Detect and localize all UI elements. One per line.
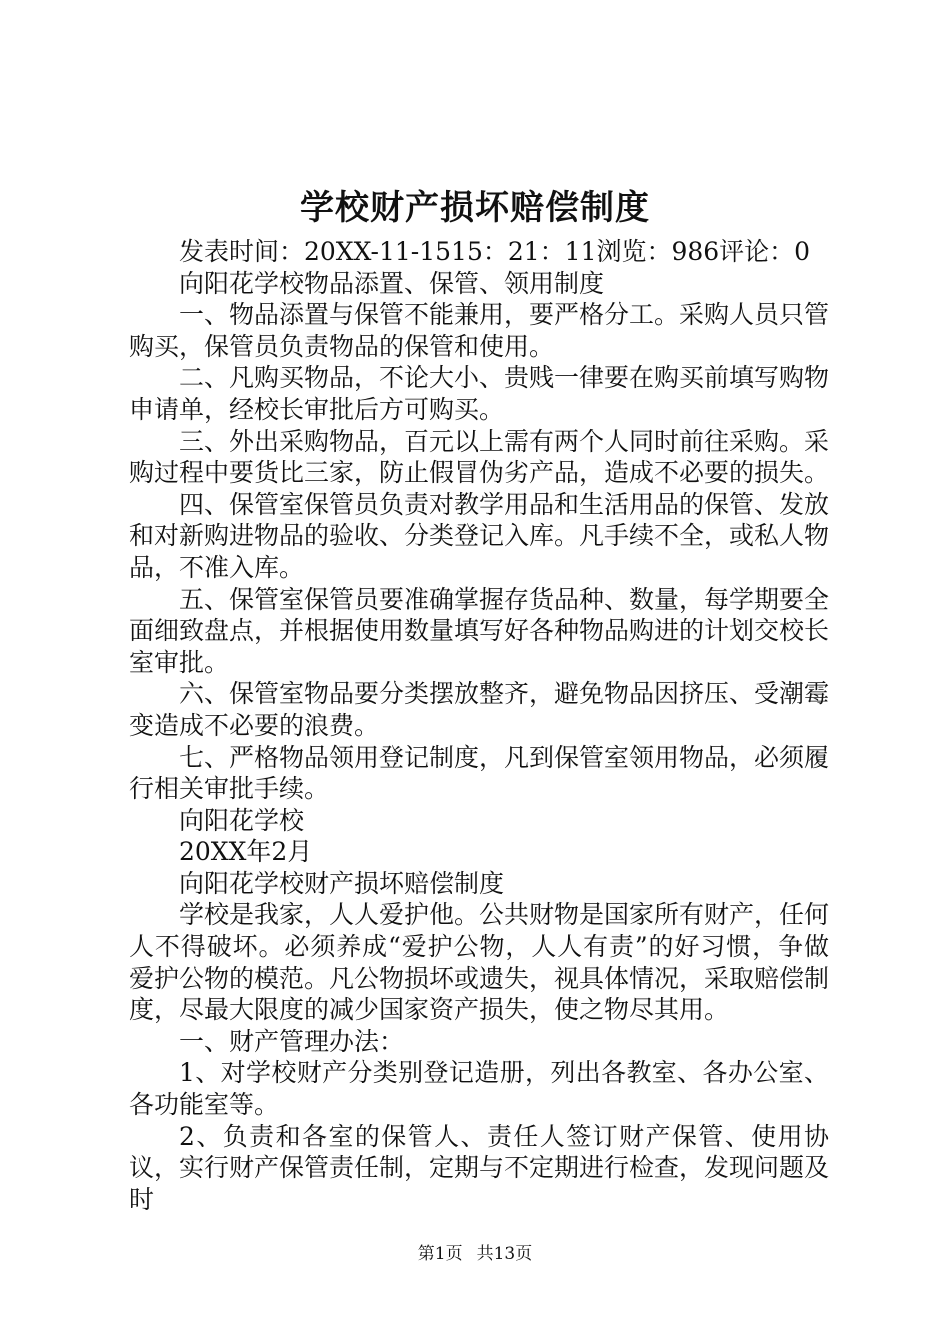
signature-school: 向阳花学校 [179, 805, 305, 835]
page-number: 第1页 [417, 1244, 463, 1264]
signature-date: 20XX年2月 [179, 837, 313, 867]
paragraph: 学校是我家，人人爱护他。公共财物是国家所有财产，任何人不得破坏。必须养成“爱护公物，人人有责”的好习惯，争做爱护公物的模范。凡公物损坏或遗失，视具体情况，采取赔偿制度，尽最大限度的减少国家资产损失，使之物尽其用。 [129, 900, 830, 1025]
paragraph: 六、保管室物品要分类摆放整齐，避免物品因挤压、受潮霉变造成不必要的浪费。 [129, 679, 830, 740]
paragraph: 三、外出采购物品，百元以上需有两个人同时前往采购。采购过程中要货比三家，防止假冒伪劣产品，造成不必要的损失。 [129, 426, 830, 488]
section-heading: 向阳花学校财产损坏赔偿制度 [179, 868, 505, 898]
section-heading: 向阳花学校物品添置、保管、领用制度 [179, 268, 605, 298]
subsection-heading: 一、财产管理办法： [179, 1026, 405, 1056]
paragraph: 七、严格物品领用登记制度，凡到保管室领用物品，必须履行相关审批手续。 [129, 742, 830, 804]
publish-info: 发表时间：20XX-11-1515：21：11浏览：986评论：0 [179, 237, 811, 266]
paragraph: 二、凡购买物品，不论大小、贵贱一律要在购买前填写购物申请单，经校长审批后方可购买。 [129, 363, 830, 424]
paragraph: 2、负责和各室的保管人、责任人签订财产保管、使用协议，实行财产保管责任制，定期与不定期进行检查，发现问题及时 [129, 1121, 830, 1214]
paragraph: 一、物品添置与保管不能兼用，要严格分工。采购人员只管购买，保管员负责物品的保管和使用。 [129, 300, 830, 361]
paragraph: 四、保管室保管员负责对教学用品和生活用品的保管、发放和对新购进物品的验收、分类登记入库。凡手续不全，或私人物品，不准入库。 [129, 489, 830, 582]
page-total: 共13页 [476, 1244, 533, 1264]
paragraph: 1、对学校财产分类别登记造册，列出各教室、各办公室、各功能室等。 [129, 1058, 829, 1120]
paragraph: 五、保管室保管员要准确掌握存货品种、数量，每学期要全面细致盘点，并根据使用数量填写好各种物品购进的计划交校长室审批。 [129, 584, 830, 677]
document-body [129, 236, 829, 1215]
document-title: 学校财产损坏赔偿制度 [300, 188, 650, 228]
page-footer [0, 1242, 950, 1266]
